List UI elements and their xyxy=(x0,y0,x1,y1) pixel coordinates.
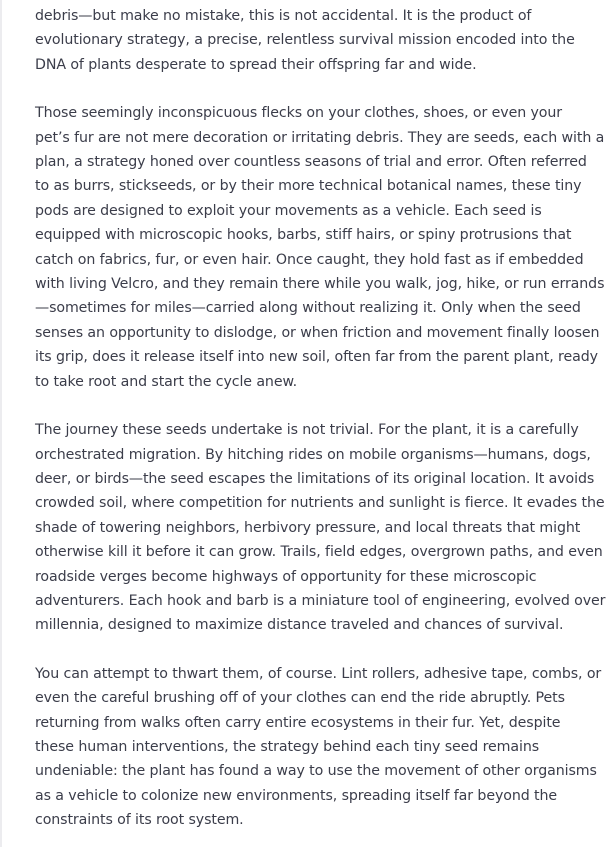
text-line: pet’s fur are not mere decoration or irritating debris. They are seeds, each with a xyxy=(35,129,605,146)
text-line: constraints of its root system. xyxy=(35,812,244,829)
text-line: equipped with microscopic hooks, barbs, stiff hairs, or spiny protrusions that xyxy=(35,227,572,244)
text-line: to as burrs, stickseeds, or by their more technical botanical names, these tiny xyxy=(35,178,582,195)
text-line: undeniable: the plant has found a way to use the movement of other organisms xyxy=(35,763,597,780)
paragraph xyxy=(35,662,602,833)
text-line: crowded soil, where competition for nutrients and sunlight is fierce. It evades the xyxy=(35,495,605,512)
text-line: orchestrated migration. By hitching rides on mobile organisms—humans, dogs, xyxy=(35,446,591,463)
text-line: with living Velcro, and they remain there while you walk, jog, hike, or run errands xyxy=(35,276,605,293)
text-line: senses an opportunity to dislodge, or when friction and movement finally loosen xyxy=(35,324,600,341)
text-line: these human interventions, the strategy behind each tiny seed remains xyxy=(35,738,540,755)
text-line: millennia, designed to maximize distance traveled and chances of survival. xyxy=(35,617,564,634)
text-line: roadside verges become highways of opportunity for these microscopic xyxy=(35,568,537,585)
text-line: returning from walks often carry entire ecosystems in their fur. Yet, despite xyxy=(35,714,561,731)
text-line: pods are designed to exploit your movements as a vehicle. Each seed is xyxy=(35,202,542,219)
text-line: debris—but make no mistake, this is not accidental. It is the product of xyxy=(35,8,532,24)
text-line: its grip, does it release itself into new soil, often far from the parent plant, ready xyxy=(35,349,598,366)
text-line: You can attempt to thwart them, of course. Lint rollers, adhesive tape, combs, or xyxy=(35,665,602,682)
text-line: plan, a strategy honed over countless seasons of trial and error. Often referred xyxy=(35,154,587,171)
text-line: catch on fabrics, fur, or even hair. Once caught, they hold fast as if embedded xyxy=(35,251,584,268)
text-line: to take root and start the cycle anew. xyxy=(35,373,298,390)
paragraph xyxy=(35,418,606,638)
paragraph xyxy=(35,4,595,77)
text-line: —sometimes for miles—carried along without realizing it. Only when the seed xyxy=(35,300,581,317)
text-line: deer, or birds—the seed escapes the limitations of its original location. It avoids xyxy=(35,470,595,487)
text-line: evolutionary strategy, a precise, relentless survival mission encoded into the xyxy=(35,32,575,49)
text-line: The journey these seeds undertake is not trivial. For the plant, it is a carefully xyxy=(35,422,579,439)
document-body xyxy=(35,4,606,857)
left-border xyxy=(0,0,2,847)
text-line: otherwise kill it before it can grow. Trails, field edges, overgrown paths, and even xyxy=(35,544,603,561)
text-line: Those seemingly inconspicuous flecks on your clothes, shoes, or even your xyxy=(35,105,563,122)
text-line: DNA of plants desperate to spread their offspring far and wide. xyxy=(35,56,477,73)
text-line: even the careful brushing off of your clothes can end the ride abruptly. Pets xyxy=(35,690,565,707)
paragraph xyxy=(35,101,605,394)
text-line: adventurers. Each hook and barb is a miniature tool of engineering, evolved over xyxy=(35,592,606,609)
text-line: as a vehicle to colonize new environments, spreading itself far beyond the xyxy=(35,787,558,804)
text-line: shade of towering neighbors, herbivory pressure, and local threats that might xyxy=(35,519,581,536)
